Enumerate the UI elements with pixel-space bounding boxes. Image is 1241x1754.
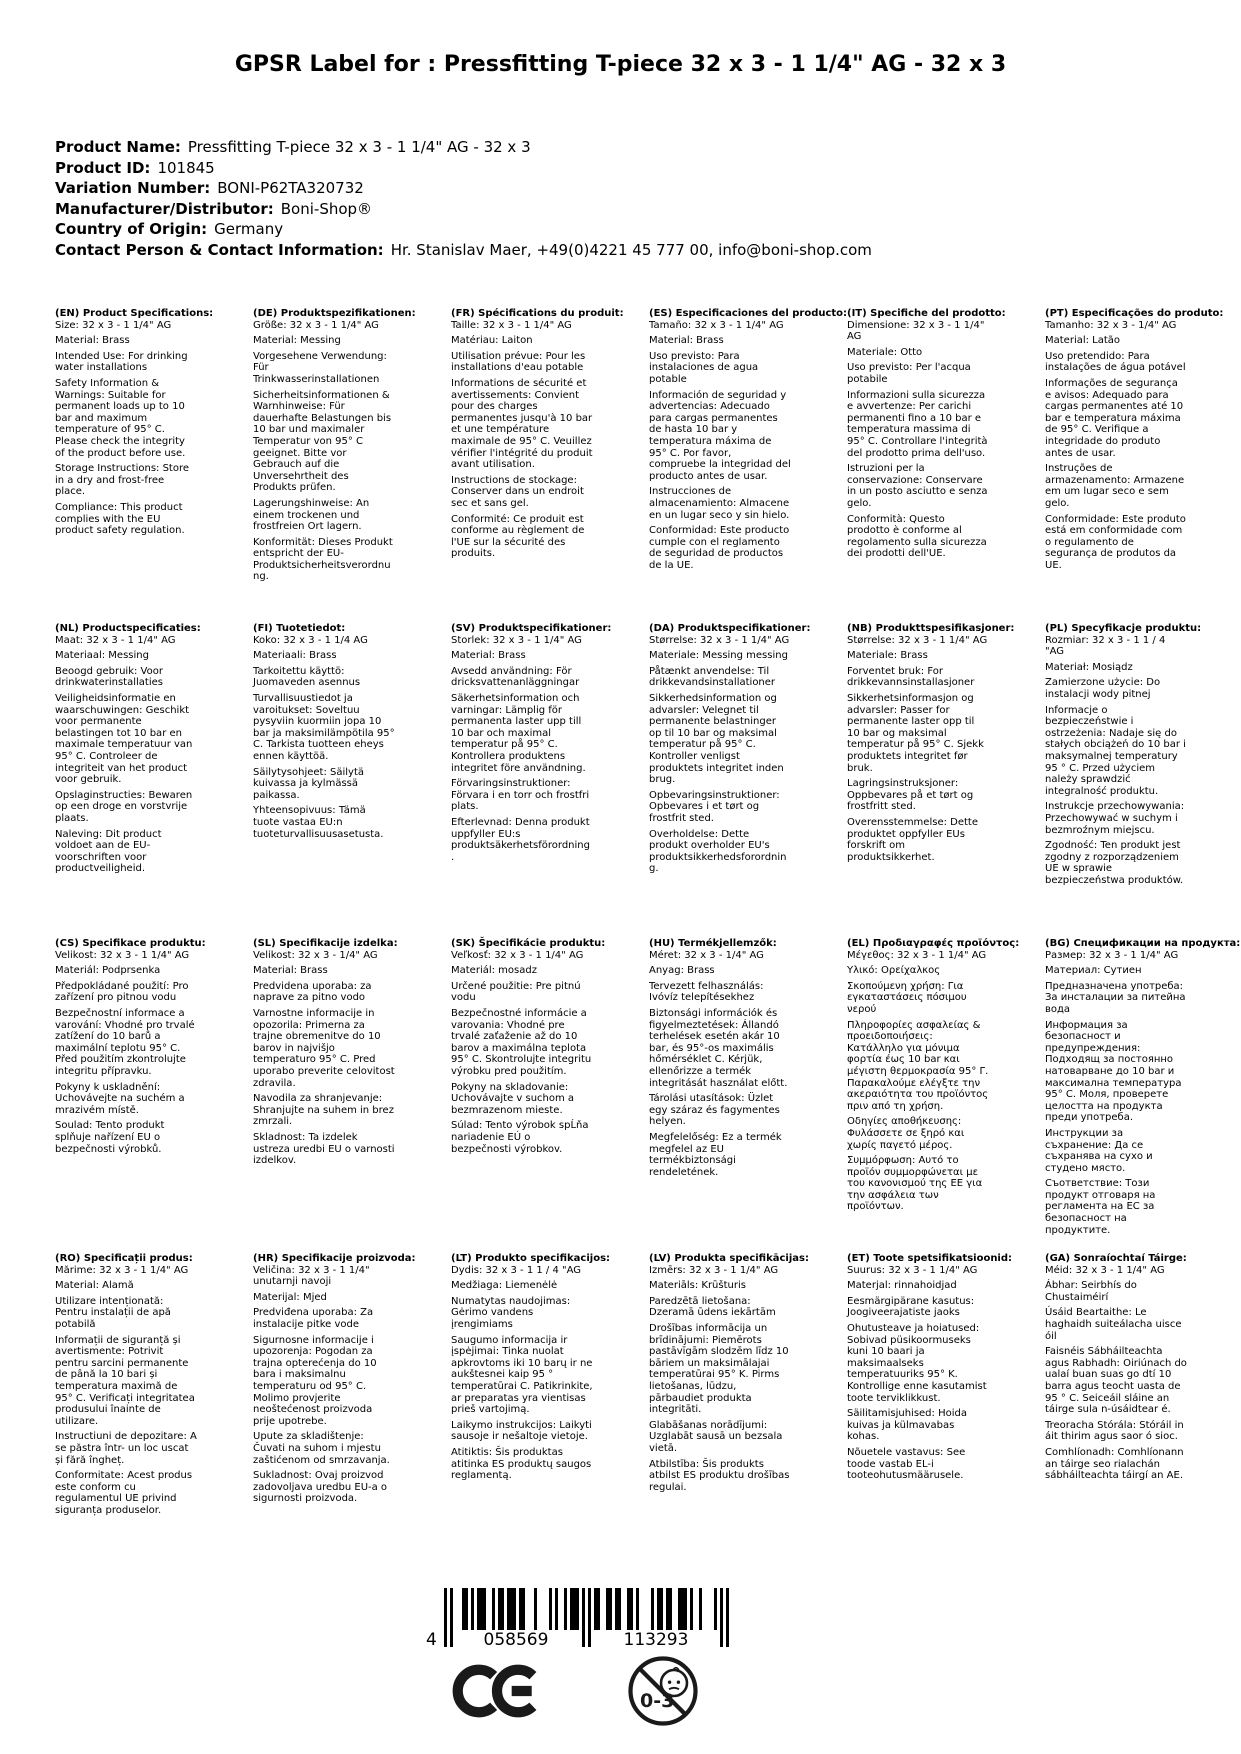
spec-cell-lv bbox=[649, 1253, 809, 1497]
spec-paragraph: Storage Instructions: Store in a dry and frost-free place. bbox=[55, 463, 190, 498]
spec-paragraph: Ohutusteave ja hoiatused: Sobivad püsikoormuseks kuni 10 baari ja maksimaalseks temperatuuriks 95° K. Kontrollige enne kasutamist toote terviklikkust. bbox=[847, 1322, 987, 1404]
product-info-row bbox=[55, 219, 872, 240]
spec-paragraph: Comhlíonadh: Comhlíonann an táirge seo rialachán sábháilteachta táirgí an AE. bbox=[1045, 1446, 1184, 1482]
spec-heading: (DE) Produktspezifikationen: bbox=[253, 308, 416, 319]
spec-paragraph: Πληροφορίες ασφαλείας & προειδοποιήσεις: Κατάλληλο για μόνιμα φορτία έως 10 bar και μέγιστη θερμοκρασία 95° Γ. Παρακαλούμε ελέγξτε την ακεραιότητα του προϊόντος πριν από τη χρήση. bbox=[847, 1019, 989, 1112]
product-info-row bbox=[55, 137, 872, 158]
spec-cell-es bbox=[649, 308, 848, 575]
spec-paragraph: Faisnéis Sábháilteachta agus Rabhadh: Oiriúnach do ualaí buan suas go dtí 10 barra agus teocht uasta de 95 ° C. Seiceáil sláine an táirge sula n-úsáidtear é. bbox=[1045, 1346, 1187, 1416]
spec-paragraph: Predvidena uporaba: za naprave za pitno vodo bbox=[253, 980, 372, 1004]
spec-paragraph: Materiaali: Brass bbox=[253, 650, 337, 662]
spec-paragraph: Размер: 32 x 3 - 1 1/4" AG bbox=[1045, 949, 1179, 961]
spec-paragraph: Megfelelőség: Ez a termék megfelel az EU termékbiztonsági rendeletének. bbox=[649, 1131, 782, 1178]
spec-paragraph: Istruzioni per la conservazione: Conservare in un posto asciutto e senza gelo. bbox=[847, 463, 988, 509]
spec-paragraph: Påtænkt anvendelse: Til drikkevandsinstallationer bbox=[649, 665, 776, 689]
spec-paragraph: Material: Brass bbox=[55, 335, 130, 347]
spec-paragraph: Eesmärgipärane kasutus: Joogiveerajatiste jaoks bbox=[847, 1295, 975, 1319]
spec-paragraph: Dydis: 32 x 3 - 1 1 / 4 "AG bbox=[451, 1264, 582, 1276]
spec-paragraph: Συμμόρφωση: Αυτό το προϊόν συμμορφώνεται με του κανονισμού της ΕΕ για την ασφάλεια των προϊόντων. bbox=[847, 1155, 983, 1213]
spec-paragraph: Atbilstība: Šis produkts atbilst ES produktu drošības regulai. bbox=[649, 1458, 790, 1493]
spec-paragraph: Material: Brass bbox=[649, 335, 724, 347]
spec-heading: (SK) Špecifikácie produktu: bbox=[451, 938, 606, 949]
spec-paragraph: Tervezett felhasználás: Ivóvíz telepítésekhez bbox=[649, 980, 764, 1004]
spec-paragraph: Uso previsto: Para instalaciones de agua potable bbox=[649, 350, 759, 385]
spec-cell-ro bbox=[55, 1253, 197, 1520]
spec-cell-hr bbox=[253, 1253, 416, 1509]
spec-paragraph: Materiale: Messing messing bbox=[649, 650, 788, 662]
spec-paragraph: Инструкции за съхранение: Да се съхранява на сухо и студено място. bbox=[1045, 1127, 1153, 1174]
spec-paragraph: Navodila za shranjevanje: Shranjujte na suhem in brez zmrzali. bbox=[253, 1093, 394, 1128]
spec-paragraph: Turvallisuustiedot ja varoitukset: Soveltuu pysyviin kuormiin jopa 10 bar ja maksimilämpötila 95° C. Tarkista tuotteen eheys ennen käyttöä. bbox=[253, 692, 395, 762]
info-value: Pressfitting T-piece 32 x 3 - 1 1/4" AG - 32 x 3 bbox=[187, 138, 531, 156]
spec-paragraph: Instructiuni de depozitare: A se păstra într- un loc uscat și fără îngheț. bbox=[55, 1431, 197, 1466]
spec-paragraph: Informazioni sulla sicurezza e avvertenze: Per carichi permanenti fino a 10 bar e temperatura massima di 95° C. Controllare l'integrità del prodotto prima dell'uso. bbox=[847, 389, 988, 459]
spec-paragraph: Οδηγίες αποθήκευσης: Φυλάσσετε σε ξηρό και χωρίς παγετό μέρος. bbox=[847, 1116, 965, 1151]
spec-paragraph: Zamierzone użycie: Do instalacji wody pitnej bbox=[1045, 677, 1161, 700]
spec-paragraph: Rozmiar: 32 x 3 - 1 1 / 4 "AG bbox=[1045, 634, 1166, 658]
spec-paragraph: Bezpečnostné informácie a varovania: Vhodné pre trvalé zaťaženie až do 10 barov a maximálna teplota 95° C. Skontrolujte integritu výrobku pred použitím. bbox=[451, 1007, 592, 1077]
spec-paragraph: Информация за безопасност и предупреждения: Подходящ за постоянно натоварване до 10 bar и максимална температура 95° C. Моля, проверете целостта на продукта преди употреба. bbox=[1045, 1019, 1182, 1124]
spec-paragraph: Säilytysohjeet: Säilytä kuivassa ja kylmässä paikassa. bbox=[253, 766, 365, 801]
spec-paragraph: Tamaño: 32 x 3 - 1 1/4" AG bbox=[649, 319, 784, 331]
spec-cell-el bbox=[847, 938, 1020, 1217]
spec-cell-cs bbox=[55, 938, 206, 1159]
spec-paragraph: Materjal: rinnahoidjad bbox=[847, 1280, 957, 1292]
spec-paragraph: Informacje o bezpieczeństwie i ostrzeżenia: Nadaje się do stałych obciążeń do 10 bar i maksymalnej temperatury 95 ° C. Przed użyciem należy sprawdzić integralność produktu. bbox=[1045, 704, 1186, 797]
spec-heading: (RO) Specificații produs: bbox=[55, 1253, 193, 1264]
spec-paragraph: Materiál: mosadz bbox=[451, 965, 537, 977]
spec-paragraph: Maat: 32 x 3 - 1 1/4" AG bbox=[55, 634, 176, 646]
spec-heading: (LV) Produkta specifikācijas: bbox=[649, 1253, 809, 1264]
spec-paragraph: Съответствие: Този продукт отговаря на регламента на ЕС за безопасност на продуктите. bbox=[1045, 1178, 1156, 1236]
spec-paragraph: Material: Messing bbox=[253, 335, 341, 347]
info-label: Variation Number: bbox=[55, 179, 211, 197]
spec-paragraph: Material: Alamă bbox=[55, 1280, 134, 1292]
spec-paragraph: Taille: 32 x 3 - 1 1/4" AG bbox=[451, 319, 572, 331]
spec-paragraph: Pokyny na skladovanie: Uchovávajte v suchom a bezmrazenom mieste. bbox=[451, 1081, 575, 1116]
spec-heading: (PL) Specyfikacje produktu: bbox=[1045, 623, 1202, 634]
spec-paragraph: Předpokládané použití: Pro zařízení pro pitnou vodu bbox=[55, 980, 189, 1004]
spec-paragraph: Naleving: Dit product voldoet aan de EU-voorschriften voor productveiligheid. bbox=[55, 828, 162, 875]
spec-heading: (HU) Termékjellemzők: bbox=[649, 938, 777, 949]
spec-paragraph: Drošības informācija un brīdinājumi: Piemērots pastāvīgām slodzēm līdz 10 bāriem un maksimālajai temperatūrai 95° K. Pirms lietošanas, lūdzu, pārbaudiet produkta integritāti. bbox=[649, 1322, 789, 1416]
spec-paragraph: Skladnost: Ta izdelek ustreza uredbi EU o varnosti izdelkov. bbox=[253, 1131, 395, 1167]
spec-heading: (HR) Specifikacije proizvoda: bbox=[253, 1253, 416, 1264]
spec-paragraph: Overholdelse: Dette produkt overholder EU's produktsikkerhedsforordning. bbox=[649, 828, 787, 875]
spec-paragraph: Laikymo instrukcijos: Laikyti sausoje ir nešaltoje vietoje. bbox=[451, 1419, 592, 1443]
spec-heading: (LT) Produkto specifikacijos: bbox=[451, 1253, 611, 1264]
spec-paragraph: Säkerhetsinformation och varningar: Lämplig för permanenta laster upp till 10 bar och maximal temperatur på 95° C. Kontrollera produktens integritet före användning. bbox=[451, 692, 586, 774]
spec-cell-bg bbox=[1045, 938, 1241, 1240]
ean13-barcode-icon bbox=[420, 1588, 750, 1654]
spec-cell-fi bbox=[253, 623, 395, 844]
spec-paragraph: Saugumo informacija ir įspėjimai: Tinka nuolat apkrovtoms iki 10 barų ir ne aukštesnei kaip 95 ° temperatūrai C. Patikrinkite, ar preparatas yra vientisas prieš vartojimą. bbox=[451, 1334, 593, 1416]
spec-paragraph: Informații de siguranță și avertismente: Potrivit pentru sarcini permanente de până la 10 bari și temperatura maximă de 95° C. Verificați integritatea produsului înainte de utilizare. bbox=[55, 1334, 195, 1427]
spec-paragraph: Veličina: 32 x 3 - 1 1/4" unutarnji navoji bbox=[253, 1264, 370, 1288]
spec-paragraph: Velikost: 32 x 3 - 1 1/4" AG bbox=[55, 949, 190, 961]
spec-paragraph: Yhteensopivuus: Tämä tuote vastaa EU:n tuoteturvallisuusasetusta. bbox=[253, 805, 384, 840]
spec-paragraph: Mărime: 32 x 3 - 1 1/4" AG bbox=[55, 1264, 189, 1276]
barcode-lead-digit: 4 bbox=[426, 1630, 437, 1650]
spec-paragraph: Instrukcje przechowywania: Przechowywać w suchym i bezmroźnym miejscu. bbox=[1045, 801, 1185, 836]
spec-heading: (EL) Προδιαγραφές προϊόντος: bbox=[847, 938, 1020, 949]
spec-paragraph: Sukladnost: Ovaj proizvod zadovoljava uredbu EU-a o sigurnosti proizvoda. bbox=[253, 1470, 388, 1505]
spec-cell-sk bbox=[451, 938, 606, 1159]
spec-paragraph: Uso previsto: Per l'acqua potabile bbox=[847, 362, 971, 385]
spec-paragraph: Dimensione: 32 x 3 - 1 1/4" AG bbox=[847, 319, 985, 343]
spec-paragraph: Storlek: 32 x 3 - 1 1/4" AG bbox=[451, 634, 582, 646]
spec-paragraph: Información de seguridad y advertencias: Adecuado para cargas permanentes de hasta 10 bar y temperatura máxima de 95° C. Por favor, compruebe la integridad del producto antes de usar. bbox=[649, 389, 791, 482]
spec-cell-nb bbox=[847, 623, 1015, 867]
spec-cell-ga bbox=[1045, 1253, 1187, 1486]
spec-cell-pl bbox=[1045, 623, 1202, 890]
spec-heading: (IT) Specifiche del prodotto: bbox=[847, 308, 1006, 319]
spec-cell-sl bbox=[253, 938, 398, 1171]
spec-paragraph: Biztonsági információk és figyelmeztetések: Állandó terhelések esetén akár 10 bar, és 95°-os maximális hőmérséklet C. Kérjük, ellenőrizze a termék integritását használat előtt. bbox=[649, 1007, 788, 1089]
spec-heading: (GA) Sonraíochtaí Táirge: bbox=[1045, 1253, 1187, 1264]
spec-paragraph: Méret: 32 x 3 - 1/4" AG bbox=[649, 949, 764, 961]
spec-paragraph: Material: Brass bbox=[451, 650, 526, 662]
spec-cell-it bbox=[847, 308, 1006, 564]
spec-paragraph: Overensstemmelse: Dette produktet oppfyller EUs forskrift om produktsikkerhet. bbox=[847, 816, 978, 863]
spec-paragraph: Conformidade: Este produto está em conformidade com o regulamento de segurança de produtos da UE. bbox=[1045, 513, 1186, 571]
spec-paragraph: Nõuetele vastavus: See toode vastab EL-i tooteohutusmäärusele. bbox=[847, 1446, 966, 1482]
spec-paragraph: Pokyny k uskladnění: Uchovávejte na suchém a mrazivém místě. bbox=[55, 1081, 185, 1116]
spec-paragraph: Určené použitie: Pre pitnú vodu bbox=[451, 980, 581, 1004]
spec-paragraph: Paredzētā lietošana: Dzeramā ūdens iekārtām bbox=[649, 1295, 776, 1319]
spec-paragraph: Opslaginstructies: Bewaren op een droge en vorstvrije plaats. bbox=[55, 789, 193, 824]
spec-paragraph: Numatytas naudojimas: Gėrimo vandens įrengimiams bbox=[451, 1295, 571, 1330]
spec-paragraph: Conformitate: Acest produs este conform cu regulamentul UE privind siguranța produselor. bbox=[55, 1470, 193, 1516]
spec-paragraph: Konformität: Dieses Produkt entspricht der EU-Produktsicherheitsverordnung. bbox=[253, 536, 393, 583]
barcode-right-digits: 113293 bbox=[623, 1630, 689, 1650]
spec-paragraph: Tárolási utasítások: Üzlet egy száraz és fagymentes helyen. bbox=[649, 1093, 780, 1128]
spec-paragraph: Sicherheitsinformationen & Warnhinweise: Für dauerhafte Belastungen bis 10 bar und maximaler Temperatur von 95° C geeignet. Bitte vor Gebrauch auf die Unversehrtheit des Produkts prüfen. bbox=[253, 389, 392, 494]
info-label: Product ID: bbox=[55, 158, 151, 177]
spec-paragraph: Safety Information & Warnings: Suitable for permanent loads up to 10 bar and maximum temperature of 95° C. Please check the integrity of the product before use. bbox=[55, 377, 186, 459]
spec-paragraph: Velikost: 32 x 3 - 1/4" AG bbox=[253, 949, 378, 961]
spec-paragraph: Atitiktis: Šis produktas atitinka ES produktų saugos reglamentą. bbox=[451, 1446, 592, 1482]
spec-cell-en bbox=[55, 308, 214, 541]
spec-paragraph: Sigurnosne informacije i upozorenja: Pogodan za trajna opterećenja do 10 bara i maksimalnu temperaturu od 95° C. Molimo provjerite neoštećenost proizvoda prije upotrebe. bbox=[253, 1334, 377, 1427]
spec-paragraph: Størrelse: 32 x 3 - 1 1/4" AG bbox=[649, 634, 790, 646]
spec-paragraph: Suurus: 32 x 3 - 1 1/4" AG bbox=[847, 1264, 978, 1276]
spec-heading: (FR) Spécifications du produit: bbox=[451, 308, 624, 319]
spec-paragraph: Glabāšanas norādījumi: Uzglabāt sausā un bezsala vietā. bbox=[649, 1419, 783, 1454]
spec-heading: (SV) Produktspecifikationer: bbox=[451, 623, 612, 634]
spec-paragraph: Tamanho: 32 x 3 - 1/4" AG bbox=[1045, 319, 1177, 331]
age-warning-label: 0-3 bbox=[640, 1690, 675, 1712]
spec-paragraph: Instrucciones de almacenamiento: Almacene en un lugar seco y sin hielo. bbox=[649, 486, 790, 521]
spec-paragraph: Materiał: Mosiądz bbox=[1045, 661, 1133, 673]
spec-paragraph: Μέγεθος: 32 x 3 - 1 1/4" AG bbox=[847, 949, 987, 961]
spec-paragraph: Bezpečnostní informace a varování: Vhodné pro trvalé zatížení do 10 barů a maximální teplotu 95° C. Před použitím zkontrolujte integritu přípravku. bbox=[55, 1007, 195, 1077]
spec-cell-lt bbox=[451, 1253, 611, 1486]
spec-paragraph: Avsedd användning: För dricksvattenanläggningar bbox=[451, 665, 580, 689]
spec-paragraph: Compliance: This product complies with the EU product safety regulation. bbox=[55, 501, 185, 537]
spec-paragraph: Úsáid Beartaithe: Le haghaidh suiteálacha uisce óil bbox=[1045, 1307, 1182, 1342]
spec-paragraph: Size: 32 x 3 - 1 1/4" AG bbox=[55, 319, 172, 331]
spec-heading: (SL) Specifikacije izdelka: bbox=[253, 938, 398, 949]
spec-paragraph: Méid: 32 x 3 - 1 1/4" AG bbox=[1045, 1264, 1165, 1276]
spec-paragraph: Lagerungshinweise: An einem trockenen und frostfreien Ort lagern. bbox=[253, 497, 370, 533]
spec-paragraph: Treoracha Stórála: Stóráil in áit thirim agus saor ó sioc. bbox=[1045, 1419, 1184, 1443]
spec-cell-et bbox=[847, 1253, 1013, 1486]
spec-paragraph: Informations de sécurité et avertissements: Convient pour des charges permanentes jusqu'à 10 bar et une température maximale de 95° C. Veuillez vérifier l'intégrité du produit avant utilisation. bbox=[451, 377, 593, 471]
spec-cell-da bbox=[649, 623, 811, 879]
spec-cell-de bbox=[253, 308, 416, 587]
spec-paragraph: Material: Brass bbox=[253, 965, 328, 977]
age-warning-0-3-icon bbox=[626, 1654, 700, 1728]
info-value: Boni-Shop® bbox=[280, 199, 373, 218]
spec-paragraph: Izmērs: 32 x 3 - 1 1/4" AG bbox=[649, 1264, 779, 1276]
info-label: Product Name: bbox=[55, 138, 181, 156]
ce-mark-icon bbox=[450, 1660, 538, 1722]
spec-paragraph: Säilitamisjuhised: Hoida kuivas ja külmavabas kohas. bbox=[847, 1408, 967, 1443]
spec-heading: (FI) Tuotetiedot: bbox=[253, 623, 346, 634]
product-info-row bbox=[55, 199, 872, 220]
spec-paragraph: Varnostne informacije in opozorila: Primerna za trajne obremenitve do 10 barov in najvišjo temperaturo 95° C. Pred uporabo preverite celovitost zdravila. bbox=[253, 1007, 395, 1089]
product-info-row bbox=[55, 158, 872, 179]
spec-paragraph: Anyag: Brass bbox=[649, 965, 715, 977]
spec-heading: (ET) Toote spetsifikatsioonid: bbox=[847, 1253, 1013, 1264]
spec-paragraph: Материал: Сутиен bbox=[1045, 965, 1142, 977]
spec-paragraph: Soulad: Tento produkt splňuje nařízení EU o bezpečnosti výrobků. bbox=[55, 1120, 165, 1155]
spec-cell-fr bbox=[451, 308, 624, 564]
spec-paragraph: Σκοπούμενη χρήση: Για εγκαταστάσεις πόσιμου νερού bbox=[847, 980, 967, 1015]
spec-paragraph: Materiāls: Krūšturis bbox=[649, 1280, 746, 1292]
spec-heading: (PT) Especificações do produto: bbox=[1045, 308, 1224, 319]
info-label: Country of Origin: bbox=[55, 220, 208, 238]
page-title: GPSR Label for : Pressfitting T-piece 32 x 3 - 1 1/4" AG - 32 x 3 bbox=[234, 52, 1007, 77]
spec-paragraph: Sikkerhetsinformasjon og advarsler: Passer for permanente laster opp til 10 bar og maksimal temperatur på 95° C. Sjekk produktets integritet før bruk. bbox=[847, 692, 984, 774]
spec-paragraph: Vorgesehene Verwendung: Für Trinkwasserinstallationen bbox=[253, 350, 387, 385]
product-info-row bbox=[55, 178, 872, 199]
product-info-row bbox=[55, 240, 872, 261]
spec-paragraph: Materiál: Podprsenka bbox=[55, 965, 161, 977]
spec-heading: (NL) Productspecificaties: bbox=[55, 623, 201, 634]
spec-paragraph: Matériau: Laiton bbox=[451, 335, 533, 347]
spec-cell-nl bbox=[55, 623, 201, 879]
spec-heading: (ES) Especificaciones del producto: bbox=[649, 308, 848, 319]
spec-paragraph: Förvaringsinstruktioner: Förvara i en torr och frostfri plats. bbox=[451, 778, 590, 813]
spec-paragraph: Предназначена употреба: За инсталации за питейна вода bbox=[1045, 980, 1186, 1015]
spec-paragraph: Størrelse: 32 x 3 - 1 1/4" AG bbox=[847, 634, 988, 646]
spec-paragraph: Utilisation prévue: Pour les installations d'eau potable bbox=[451, 350, 586, 374]
spec-heading: (NB) Produkttspesifikasjoner: bbox=[847, 623, 1015, 634]
spec-paragraph: Veľkosť: 32 x 3 - 1 1/4" AG bbox=[451, 949, 584, 961]
spec-paragraph: Materiaal: Messing bbox=[55, 650, 149, 662]
spec-paragraph: Conformité: Ce produit est conforme au règlement de l'UE sur la sécurité des produits. bbox=[451, 513, 585, 560]
spec-paragraph: Intended Use: For drinking water installations bbox=[55, 350, 188, 374]
spec-paragraph: Ábhar: Seirbhís do Chustaiméirí bbox=[1045, 1280, 1137, 1303]
info-value: Hr. Stanislav Maer, +49(0)4221 45 777 00, info@boni-shop.com bbox=[390, 240, 872, 259]
spec-paragraph: Υλικό: Ορείχαλκος bbox=[847, 965, 941, 977]
spec-heading: (BG) Спецификации на продукта: bbox=[1045, 938, 1241, 949]
info-value: Germany bbox=[214, 220, 284, 238]
spec-paragraph: Sikkerhedsinformation og advarsler: Velegnet til permanente belastninger op til 10 bar og maksimal temperatur på 95° C. Kontroller venligst produktets integritet inden brug. bbox=[649, 692, 784, 786]
spec-heading: (EN) Product Specifications: bbox=[55, 308, 214, 319]
info-label: Manufacturer/Distributor: bbox=[55, 199, 274, 218]
spec-paragraph: Informações de segurança e avisos: Adequado para cargas permanentes até 10 bar e temperatura máxima de 95° C. Verifique a integridade do produto antes de usar. bbox=[1045, 377, 1184, 459]
product-info-block bbox=[55, 137, 872, 260]
spec-paragraph: Tarkoitettu käyttö: Juomaveden asennus bbox=[253, 665, 361, 689]
spec-paragraph: Opbevaringsinstruktioner: Opbevares i et tørt og frostfrit sted. bbox=[649, 789, 780, 824]
spec-paragraph: Materijal: Mjed bbox=[253, 1291, 327, 1303]
spec-grid bbox=[55, 308, 1241, 1520]
spec-heading: (CS) Specifikace produktu: bbox=[55, 938, 206, 949]
spec-paragraph: Zgodność: Ten produkt jest zgodny z rozporządzeniem UE w sprawie bezpieczeństwa produktów. bbox=[1045, 840, 1184, 886]
spec-cell-sv bbox=[451, 623, 612, 867]
spec-paragraph: Veiligheidsinformatie en waarschuwingen: Geschikt voor permanente belastingen tot 10 bar en maximale temperatuur van 95° C. Controleer de integriteit van het product voor gebruik. bbox=[55, 692, 193, 786]
spec-cell-pt bbox=[1045, 308, 1224, 575]
spec-paragraph: Forventet bruk: For drikkevannsinstallasjoner bbox=[847, 665, 975, 689]
spec-paragraph: Upute za skladištenje: Čuvati na suhom i mjestu zaštićenom od smrzavanja. bbox=[253, 1431, 390, 1466]
spec-paragraph: Größe: 32 x 3 - 1 1/4" AG bbox=[253, 319, 379, 331]
info-label: Contact Person & Contact Information: bbox=[55, 240, 384, 259]
spec-paragraph: Materiale: Otto bbox=[847, 346, 923, 358]
info-value: 101845 bbox=[157, 158, 215, 177]
spec-cell-hu bbox=[649, 938, 791, 1182]
spec-paragraph: Predviđena uporaba: Za instalacije pitke vode bbox=[253, 1307, 374, 1330]
spec-paragraph: Uso pretendido: Para instalações de água potável bbox=[1045, 350, 1186, 374]
spec-paragraph: Lagringsinstruksjoner: Oppbevares på et tørt og frostfritt sted. bbox=[847, 778, 974, 813]
barcode-left-digits: 058569 bbox=[483, 1630, 549, 1650]
spec-paragraph: Efterlevnad: Denna produkt uppfyller EU:s produktsäkerhetsförordning. bbox=[451, 816, 590, 863]
info-value: BONI-P62TA320732 bbox=[217, 179, 364, 197]
spec-paragraph: Koko: 32 x 3 - 1 1/4 AG bbox=[253, 634, 368, 646]
spec-paragraph: Materiale: Brass bbox=[847, 650, 928, 662]
spec-paragraph: Material: Latão bbox=[1045, 335, 1121, 347]
spec-paragraph: Instructions de stockage: Conserver dans un endroit sec et sans gel. bbox=[451, 474, 584, 509]
spec-paragraph: Conformità: Questo prodotto è conforme al regolamento sulla sicurezza dei prodotti dell'UE. bbox=[847, 513, 987, 560]
spec-paragraph: Súlad: Tento výrobok spĹňa nariadenie EÚ o bezpečnosti výrobkov. bbox=[451, 1120, 589, 1155]
spec-paragraph: Conformidad: Este producto cumple con el reglamento de seguridad de productos de la UE. bbox=[649, 525, 790, 571]
spec-paragraph: Medžiaga: Liemenėlė bbox=[451, 1280, 558, 1292]
spec-paragraph: Utilizare intenționată: Pentru instalații de apă potabilă bbox=[55, 1295, 171, 1330]
spec-paragraph: Beoogd gebruik: Voor drinkwaterinstallaties bbox=[55, 665, 163, 689]
spec-heading: (DA) Produktspecifikationer: bbox=[649, 623, 811, 634]
spec-paragraph: Instruções de armazenamento: Armazene em um lugar seco e sem gelo. bbox=[1045, 463, 1185, 509]
